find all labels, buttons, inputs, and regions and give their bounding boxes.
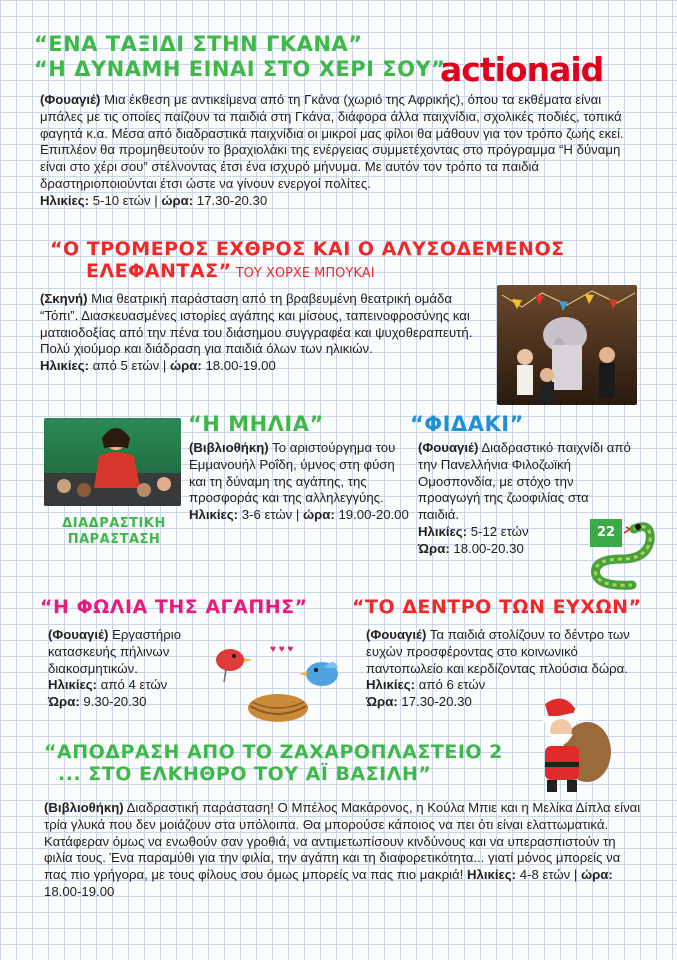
wish-tree-time: 17.30-20.30 <box>397 694 472 710</box>
pastry-description <box>44 800 644 901</box>
milia-time: 19.00-20.00 <box>334 507 409 523</box>
birds-nest-icon <box>210 630 350 730</box>
elephant-author: ΤΟΥ ΧΟΡΧΕ ΜΠΟΥΚΑΙ <box>231 266 375 282</box>
elephant-ages-label: Ηλικίες: <box>40 358 90 374</box>
fidaki-time-label: Ώρα: <box>418 540 450 556</box>
elephant-title <box>50 238 565 283</box>
pastry-title-line-2: ... ΣΤΟ ΕΛΚΗΘΡΟ ΤΟΥ ΑΪ ΒΑΣΙΛΗ” <box>58 763 432 786</box>
wish-tree-text: Τα παιδιά στολίζουν το δέντρο των ευχών προσφέροντας στο κοινωνικό παντοπωλείο και κερδίζοντας πλούσια δώρα. <box>366 627 630 676</box>
pastry-title-line-1: “ΑΠΟΔΡΑΣΗ ΑΠΟ ΤΟ ΖΑΧΑΡΟΠΛΑΣΤΕΙΟ 2 <box>44 741 503 763</box>
performance-caption-line-1: ΔΙΑΔΡΑΣΤΙΚΗ <box>62 516 166 531</box>
wish-tree-venue: (Φουαγιέ) <box>366 627 427 642</box>
ghana-venue: (Φουαγιέ) <box>40 92 101 107</box>
pastry-title <box>44 741 503 786</box>
milia-ages-label: Ηλικίες: <box>189 507 239 523</box>
elephant-description <box>40 291 490 375</box>
actionaid-logo: actionaid <box>440 50 604 89</box>
wish-tree-title: “ΤΟ ΔΕΝΤΡΟ ΤΩΝ ΕΥΧΩΝ” <box>352 596 642 618</box>
nest-text: Εργαστήριο κατασκευής πήλινων διακοσμητικών. <box>48 627 182 676</box>
performance-caption-line-2: ΠΑΡΑΣΤΑΣΗ <box>67 532 161 547</box>
performance-illustration <box>44 418 181 506</box>
ghana-title-line-2: “Η ΔΥΝΑΜΗ ΕΙΝΑΙ ΣΤΟ ΧΕΡΙ ΣΟΥ” <box>34 56 446 81</box>
ghana-time: 17.30-20.30 <box>193 192 268 208</box>
nest-ages-label: Ηλικίες: <box>48 677 98 693</box>
pastry-text: Διαδραστική παράσταση! Ο Μπέλος Μακάρονος, η Κούλα Μπιε και η Μελίκα Δίπλα είναι τρία γλυκά που δεν μοιάζουν στα υπόλοιπα. Θα μπορούσε κάποιος να πει ότι είναι ελαττωματικά. Κατάφεραν όμως να ενωθούν σαν γροθιά, να αντιμετωπίσουν κινδύνους και να υπερασπιστούν τη φιλία τους. Ένα παραμύθι για την φιλία, την αγάπη και τη διαφορετικότητα... γιατί μόνος μπορείς να πας πιο γρήγορα, με τους φίλους σου όμως μπορείς να πας πιο μακριά! <box>44 800 641 883</box>
ghana-text: Μια έκθεση με αντικείμενα από τη Γκάνα (χωριό της Αφρικής), όπου τα εκθέματα είναι μπάλες με τις οποίες παίζουν τα παιδιά στη Γκάνα, διάφορα άλλα παιχνίδια, σχολικές ποδιές, τοπικά φαγητά κ.α. Μέσα από διαδραστικά παιχνίδια οι μικροί μας φίλοι θα μάθουν για τον τρόπο ζωής εκεί. Επιπλέον θα προμηθευτούν το βραχιολάκι της ενέργειας συμμετέχοντας στο πρόγραμμα “Η δύναμη είναι στο χέρι σου” στέλνοντας έτσι ένα ισχυρό μήνυμα. Με αυτόν τον τρόπο τα παιδιά δραστηριοποιούνται έτσι ώστε να γίνουν ενεργοί πολίτες. <box>40 92 624 191</box>
ghana-description <box>40 92 640 210</box>
theater-photo <box>497 285 637 405</box>
milia-venue: (Βιβλιοθήκη) <box>189 440 269 455</box>
fidaki-text: Διαδραστικό παιχνίδι από την Πανελλήνια Φιλοζωϊκή Ομοσπονδία, με στόχο την προαγωγή της ζωοφιλίας στα παιδιά. <box>418 440 631 523</box>
pastry-time: 18.00-19.00 <box>44 883 115 899</box>
ghana-title-line-1: “ΕΝΑ ΤΑΞΙΔΙ ΣΤΗΝ ΓΚΑΝΑ” <box>34 32 363 56</box>
santa-icon <box>515 690 615 800</box>
nest-time-label: Ώρα: <box>48 694 80 710</box>
fidaki-venue: (Φουαγιέ) <box>418 440 479 455</box>
elephant-title-line-1: “Ο ΤΡΟΜΕΡΟΣ ΕΧΘΡΟΣ ΚΑΙ Ο ΑΛΥΣΟΔΕΜΕΝΟΣ <box>50 238 565 260</box>
pastry-ages: 4-8 ετών | <box>516 867 581 883</box>
ghana-title <box>34 32 445 82</box>
performance-photo <box>44 418 181 506</box>
nest-venue: (Φουαγιέ) <box>48 627 109 642</box>
ghana-ages: 5-10 ετών | <box>89 192 162 208</box>
wish-tree-ages-label: Ηλικίες: <box>366 677 416 693</box>
milia-time-label: ώρα: <box>303 507 335 523</box>
elephant-text: Μια θεατρική παράσταση από τη βραβευμένη θεατρική ομάδα “Τόπι”. Διασκευασμένες ιστορίες αγάπης και μίσους, ταπεινοφροσύνης και ματαιοδοξίας από την πένα του διάσημου συγγραφέα και ψυχοθεραπευτή. Πολύ χιούμορ και διάδραση για παιδιά όλων των ηλικιών. <box>40 291 473 357</box>
theater-illustration <box>497 285 637 405</box>
elephant-ages: από 5 ετών | <box>89 358 170 374</box>
snake-icon <box>572 515 662 595</box>
ghana-ages-label: Ηλικίες: <box>40 192 90 208</box>
elephant-title-line-2: ΕΛΕΦΑΝΤΑΣ” <box>86 260 232 283</box>
pastry-venue: (Βιβλιοθήκη) <box>44 800 124 815</box>
wish-tree-time-label: Ώρα: <box>366 694 398 710</box>
pastry-time-label: ώρα: <box>581 867 613 883</box>
wish-tree-ages: από 6 ετών <box>415 677 486 693</box>
svg-text:♥ ♥ ♥: ♥ ♥ ♥ <box>270 644 294 655</box>
milia-title: “Η ΜΗΛΙΑ” <box>188 412 324 436</box>
fidaki-ages: 5-12 ετών <box>467 523 529 539</box>
nest-time: 9.30-20.30 <box>79 694 147 710</box>
elephant-time-label: ώρα: <box>170 358 202 374</box>
fidaki-ages-label: Ηλικίες: <box>418 523 468 539</box>
nest-description <box>48 627 218 711</box>
milia-text: Το αριστούργημα του Εμμανουήλ Ροΐδη, ύμνος στη φύση και τη δύναμη της αγάπης, της προσφοράς και της αλληλεγγύης. <box>189 440 396 506</box>
nest-title: “Η ΦΩΛΙΑ ΤΗΣ ΑΓΑΠΗΣ” <box>40 596 308 618</box>
ghana-time-label: ώρα: <box>161 192 194 208</box>
milia-ages: 3-6 ετών | <box>238 507 303 523</box>
elephant-venue: (Σκηνή) <box>40 291 88 306</box>
nest-ages: από 4 ετών <box>97 677 168 693</box>
fidaki-title: “ΦΙΔΑΚΙ” <box>410 412 524 436</box>
performance-caption <box>48 516 180 548</box>
pastry-ages-label: Ηλικίες: <box>467 867 517 883</box>
elephant-time: 18.00-19.00 <box>201 358 276 374</box>
fidaki-badge: 22 <box>590 519 622 547</box>
milia-description <box>189 440 411 524</box>
fidaki-time: 18.00-20.30 <box>449 540 524 556</box>
